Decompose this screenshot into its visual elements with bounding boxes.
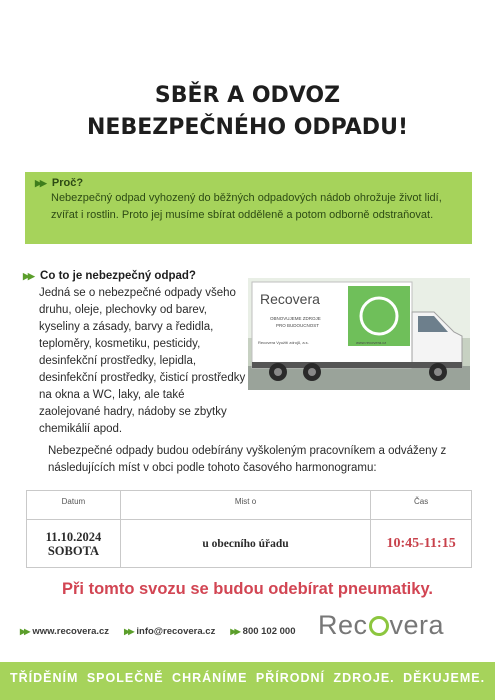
cell-date <box>27 520 121 568</box>
truck-tagline: Recovera Využití zdrojů, a.s. <box>258 340 309 345</box>
header-time: Čas <box>371 491 472 520</box>
recycle-circle-icon <box>369 616 389 636</box>
what-text: Jedná se o nebezpečné odpady všeho druhu, oleje, plechovky od barev, kyseliny a zásady, barvy a ředidla, teploměry, kosmetiku, pesticidy, desinfekční prostředky, lepidla, desinfekční prostředky, čisticí prostředky na okna a WC, laky, ale také zaolejované hadry, nádoby se zbytky chemikálií apod. <box>39 287 246 435</box>
double-arrow-icon: ▶▶ <box>124 627 133 636</box>
double-arrow-icon: ▶▶ <box>230 627 239 636</box>
day-value: SOBOTA <box>47 543 100 558</box>
contact-email-text: info@recovera.cz <box>136 626 216 637</box>
schedule-note: Nebezpečné odpady budou odebírány vyškoleným pracovníkem a odváženy z následujících míst v obci podle tohoto časového harmonogramu: <box>48 445 447 474</box>
table-header-row <box>27 491 472 520</box>
date-value: 11.10.2024 <box>45 529 102 544</box>
why-section <box>25 172 472 244</box>
logo-text-end: vera <box>389 610 445 640</box>
what-section <box>23 268 248 438</box>
contact-phone-text: 800 102 000 <box>242 626 296 637</box>
recovera-logo <box>318 610 444 641</box>
truck-brand: Recovera <box>260 291 320 307</box>
contact-web[interactable] <box>20 626 109 637</box>
cell-time: 10:45-11:15 <box>371 520 472 568</box>
contacts-bar <box>20 626 296 637</box>
what-heading-text: Co to je nebezpečný odpad? <box>40 270 196 282</box>
truck-slogan-1: OBNOVUJEME ZDROJE <box>270 316 321 321</box>
double-arrow-icon: ▶▶ <box>35 178 45 188</box>
truck-image <box>248 278 470 390</box>
contact-email[interactable] <box>124 626 215 637</box>
footer-banner: TŘÍDĚNÍM SPOLEČNĚ CHRÁNÍME PŘÍRODNÍ ZDROJE. DĚKUJEME. <box>0 662 495 700</box>
double-arrow-icon: ▶▶ <box>23 271 33 281</box>
why-heading-text: Proč? <box>51 177 84 189</box>
table-row <box>27 520 472 568</box>
why-heading <box>35 176 462 190</box>
schedule-table <box>26 490 472 568</box>
cell-place: u obecního úřadu <box>120 520 370 568</box>
what-heading <box>23 268 248 285</box>
logo-text-start: Rec <box>318 610 368 640</box>
why-text: Nebezpečný odpad vyhozený do běžných odpadových nádob ohrožuje život lidí, zvířat i rostlin. Proto jej musíme sbírat odděleně a potom odborně odstraňovat. <box>51 192 442 221</box>
header-date: Datum <box>27 491 121 520</box>
header-place: Mist o <box>120 491 370 520</box>
contact-phone[interactable] <box>230 626 295 637</box>
tires-notice: Při tomto svozu se budou odebírat pneumatiky. <box>62 580 433 598</box>
page-title <box>0 80 495 144</box>
double-arrow-icon: ▶▶ <box>20 627 29 636</box>
title-line-2: NEBEZPEČNÉHO ODPADU! <box>87 115 408 140</box>
truck-slogan-2: PRO BUDOUCNOST <box>276 323 320 328</box>
title-line-1: SBĚR A ODVOZ <box>154 83 341 108</box>
truck-web: www.recovera.cz <box>356 340 387 345</box>
contact-web-text: www.recovera.cz <box>32 626 110 637</box>
